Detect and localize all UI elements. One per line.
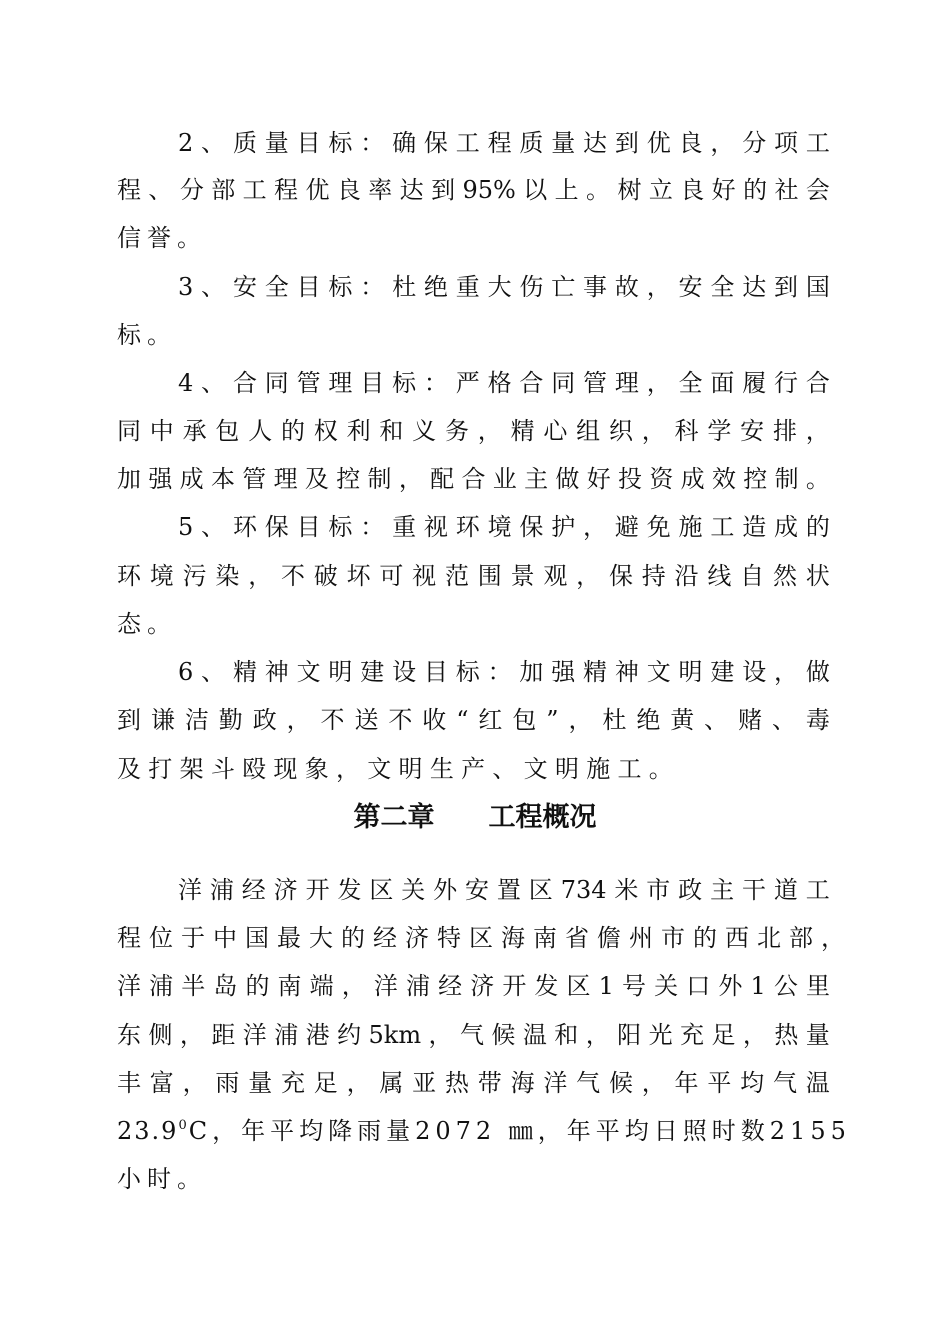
goal-3-line-2: 标。 [117,321,177,349]
overview-line-6-rest: C，年平均降雨量2072 ㎜，年平均日照时数2155 [188,1117,851,1145]
goal-5-line-1: 5 、 环 保 目 标 ： 重 视 环 境 保 护 ， 避 免 施 工 造 成 的 [178,513,830,541]
degree-superscript: 0 [178,1118,189,1133]
overview-line-3: 洋 浦 半 岛 的 南 端 ， 洋 浦 经 济 开 发 区 1 号 关 口 外 1 公 里 [117,972,830,1000]
goal-2-line-1: 2 、 质 量 目 标 ： 确 保 工 程 质 量 达 到 优 良 ， 分 项 工 [178,129,830,157]
overview-line-2: 程 位 于 中 国 最 大 的 经 济 特 区 海 南 省 儋 州 市 的 西 北 部 ， [117,924,845,952]
goal-4-line-2: 同 中 承 包 人 的 权 利 和 义 务 ， 精 心 组 织 ， 科 学 安 排 ， [117,417,830,445]
overview-line-7: 小时。 [117,1165,207,1193]
goal-2-line-2: 程 、 分 部 工 程 优 良 率 达 到 95% 以 上 。 树 立 良 好 的 社 会 [117,176,830,204]
goal-2-line-3: 信誉。 [117,224,207,252]
goal-4-line-1: 4 、 合 同 管 理 目 标 ： 严 格 合 同 管 理 ， 全 面 履 行 合 [178,369,830,397]
temperature-value: 23.9 [117,1117,179,1145]
overview-line-4: 东 侧 ， 距 洋 浦 港 约 5km ， 气 候 温 和 ， 阳 光 充 足 ， 热 量 [117,1021,830,1049]
overview-line-5: 丰 富 ， 雨 量 充 足 ， 属 亚 热 带 海 洋 气 候 ， 年 平 均 气 温 [117,1069,830,1097]
goal-6-line-1: 6 、 精 神 文 明 建 设 目 标 ： 加 强 精 神 文 明 建 设 ， 做 [178,658,830,686]
overview-line-1: 洋 浦 经 济 开 发 区 关 外 安 置 区 734 米 市 政 主 干 道 工 [178,876,830,904]
goal-3-line-1: 3 、 安 全 目 标 ： 杜 绝 重 大 伤 亡 事 故 ， 安 全 达 到 国 [178,273,830,301]
goal-4-line-3: 加 强 成 本 管 理 及 控 制 ， 配 合 业 主 做 好 投 资 成 效 控 制 。 [117,465,830,493]
overview-line-6 [117,1116,851,1146]
goal-6-line-3: 及 打 架 斗 殴 现 象 ， 文 明 生 产 、 文 明 施 工 。 [117,755,673,783]
chapter-heading: 第二章 工程概况 [353,802,597,833]
goal-5-line-2: 环 境 污 染 ， 不 破 坏 可 视 范 围 景 观 ， 保 持 沿 线 自 然 状 [117,562,830,590]
goal-5-line-3: 态。 [117,610,177,638]
goal-6-line-2: 到 谦 洁 勤 政 ， 不 送 不 收 “ 红 包 ” ， 杜 绝 黄 、 赌 、 毒 [117,706,830,734]
